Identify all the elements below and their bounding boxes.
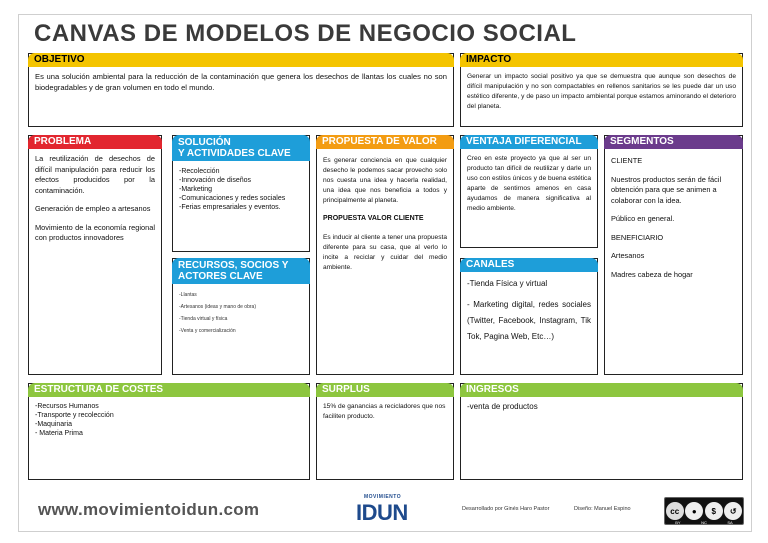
cc-label-by: BY [675,520,681,525]
surplus-header: SURPLUS [316,383,454,397]
recursos-header-line2: ACTORES CLAVE [178,271,263,282]
list-item: -Recursos Humanos [35,403,99,410]
surplus-box [316,383,454,480]
design-credit: Diseño: Manuel Espino [574,506,631,512]
segmentos-item: Artesanos [611,251,645,260]
ingresos-text: -venta de productos [467,402,538,411]
propuesta-text2: Es inducir al cliente a tener una propuesta diferente para su casa, que al verlo lo incite a reciclar y cuidar del medio ambiente. [323,233,447,271]
recursos-header-line1: RECURSOS, SOCIOS Y [178,260,289,271]
impacto-box [460,53,743,127]
costes-list [35,402,303,438]
ventaja-box [460,135,598,248]
segmentos-header: SEGMENTOS [604,135,743,149]
solucion-header-line2: Y ACTIVIDADES CLAVE [178,148,291,159]
objetivo-content [35,72,447,122]
recursos-header [172,258,310,284]
costes-box [28,383,310,480]
nc-icon: $ [705,502,723,520]
list-item: -Artesanos (ideas y mano de obra) [179,304,256,310]
segmentos-item: Nuestros productos serán de fácil obtención para que se animen a colaborar con la idea. [611,174,722,205]
surplus-text: 15% de ganancias a recicladores que nos faciliten producto. [323,403,446,420]
list-item: -Transporte y recolección [35,412,114,419]
solucion-header-line1: SOLUCIÓN [178,137,231,148]
cc-labels [665,520,743,525]
objetivo-header: OBJETIVO [28,53,454,67]
footer-url: www.movimientoidun.com [38,500,260,519]
cc-icon: cc [666,502,684,520]
cc-label-nc: NC [701,520,707,525]
canales-item: - Marketing digital, redes sociales (Twitter, Facebook, Instagram, Tik Tok, Pagina Web, Etc…) [467,300,591,341]
segmentos-content [611,156,736,370]
segmentos-item: CLIENTE [611,156,643,165]
idun-logo: IDUN [356,500,408,525]
list-item: -Marketing [179,186,213,193]
developer-credit: Desarrollado por Ginés Haro Pastor [462,506,550,512]
by-icon: ● [685,502,703,520]
problema-content [35,154,155,370]
solucion-header [172,135,310,161]
impacto-text: Generar un impacto social positivo ya que se demuestra que aunque son desechos de difícil manipulación y no son compactables en rellenos sanitarios se les puede dar un uso estético diferente, y de paso un impacto ambiental porque estamos aminorando el deterioro del planeta. [467,73,736,110]
segmentos-box [604,135,743,375]
list-item: -Tienda virtual y física [179,316,228,322]
ingresos-content [467,402,736,475]
list-item: -Comunicaciones y redes sociales [179,195,286,202]
solucion-box [172,135,310,252]
costes-content [35,402,303,475]
ingresos-box [460,383,743,480]
impacto-header: IMPACTO [460,53,743,67]
ingresos-header: INGRESOS [460,383,743,397]
list-item: -Recolección [179,168,220,175]
solucion-list [179,167,303,212]
propuesta-header: PROPUESTA DE VALOR [316,135,454,149]
segmentos-item: Público en general. [611,214,675,223]
solucion-content [179,167,303,247]
list-item: -Maquinaria [35,421,72,428]
impacto-content [467,72,736,122]
problema-box [28,135,162,375]
surplus-content [323,402,447,475]
objetivo-text: Es una solución ambiental para la reducción de la contaminación que genera los desechos de llantas los cuales no son biodegradables y de gran volumen en todo el mundo. [35,72,447,92]
costes-header: ESTRUCTURA DE COSTES [28,383,310,397]
recursos-box [172,258,310,375]
list-item: - Materia Prima [35,430,83,437]
propuesta-subtitle: PROPUESTA VALOR CLIENTE [323,215,424,222]
list-item: -Llantas [179,292,197,298]
ventaja-text: Creo en este proyecto ya que al ser un producto tan difícil de reutilizar y darle un uso con estilos únicos y de buena estética aparte de sentirnos amenos en casa ayudamos de manera significativa al medio ambiente. [467,155,591,212]
propuesta-content [323,156,447,370]
problema-paragraph: Generación de empleo a artesanos [35,204,151,213]
canales-content [467,279,591,370]
logo-movimiento-text: MOVIMIENTO [364,494,402,500]
ventaja-header: VENTAJA DIFERENCIAL [460,135,598,149]
objetivo-box [28,53,454,127]
segmentos-item: BENEFICIARIO [611,232,664,242]
cc-label-sa: SA [727,520,733,525]
list-item: -Ferias empresariales y eventos. [179,204,281,211]
creative-commons-badge [664,497,744,525]
canales-item: -Tienda Física y virtual [467,279,548,288]
list-item: -Venta y comercialización [179,328,236,334]
segmentos-item: Madres cabeza de hogar [611,269,693,279]
ventaja-content [467,154,591,243]
problema-paragraph: Movimiento de la economía regional con productos innovadores [35,222,155,242]
list-item: -Innovación de diseños [179,177,251,184]
propuesta-box [316,135,454,375]
problema-paragraph: La reutilización de desechos de difícil manipulación para reducir los efectos producidos por la contaminación. [35,154,155,195]
canales-header: CANALES [460,258,598,272]
canales-box [460,258,598,375]
sa-icon: ↺ [724,502,742,520]
propuesta-text: Es generar conciencia en que cualquier desecho le podemos sacar provecho solo nos cuesta una idea y hacerla realidad, una idea que nos beneficia a todos y principalmente al planeta. [323,157,447,204]
recursos-content [179,289,303,370]
page-title: CANVAS DE MODELOS DE NEGOCIO SOCIAL [34,20,577,47]
problema-header: PROBLEMA [28,135,162,149]
